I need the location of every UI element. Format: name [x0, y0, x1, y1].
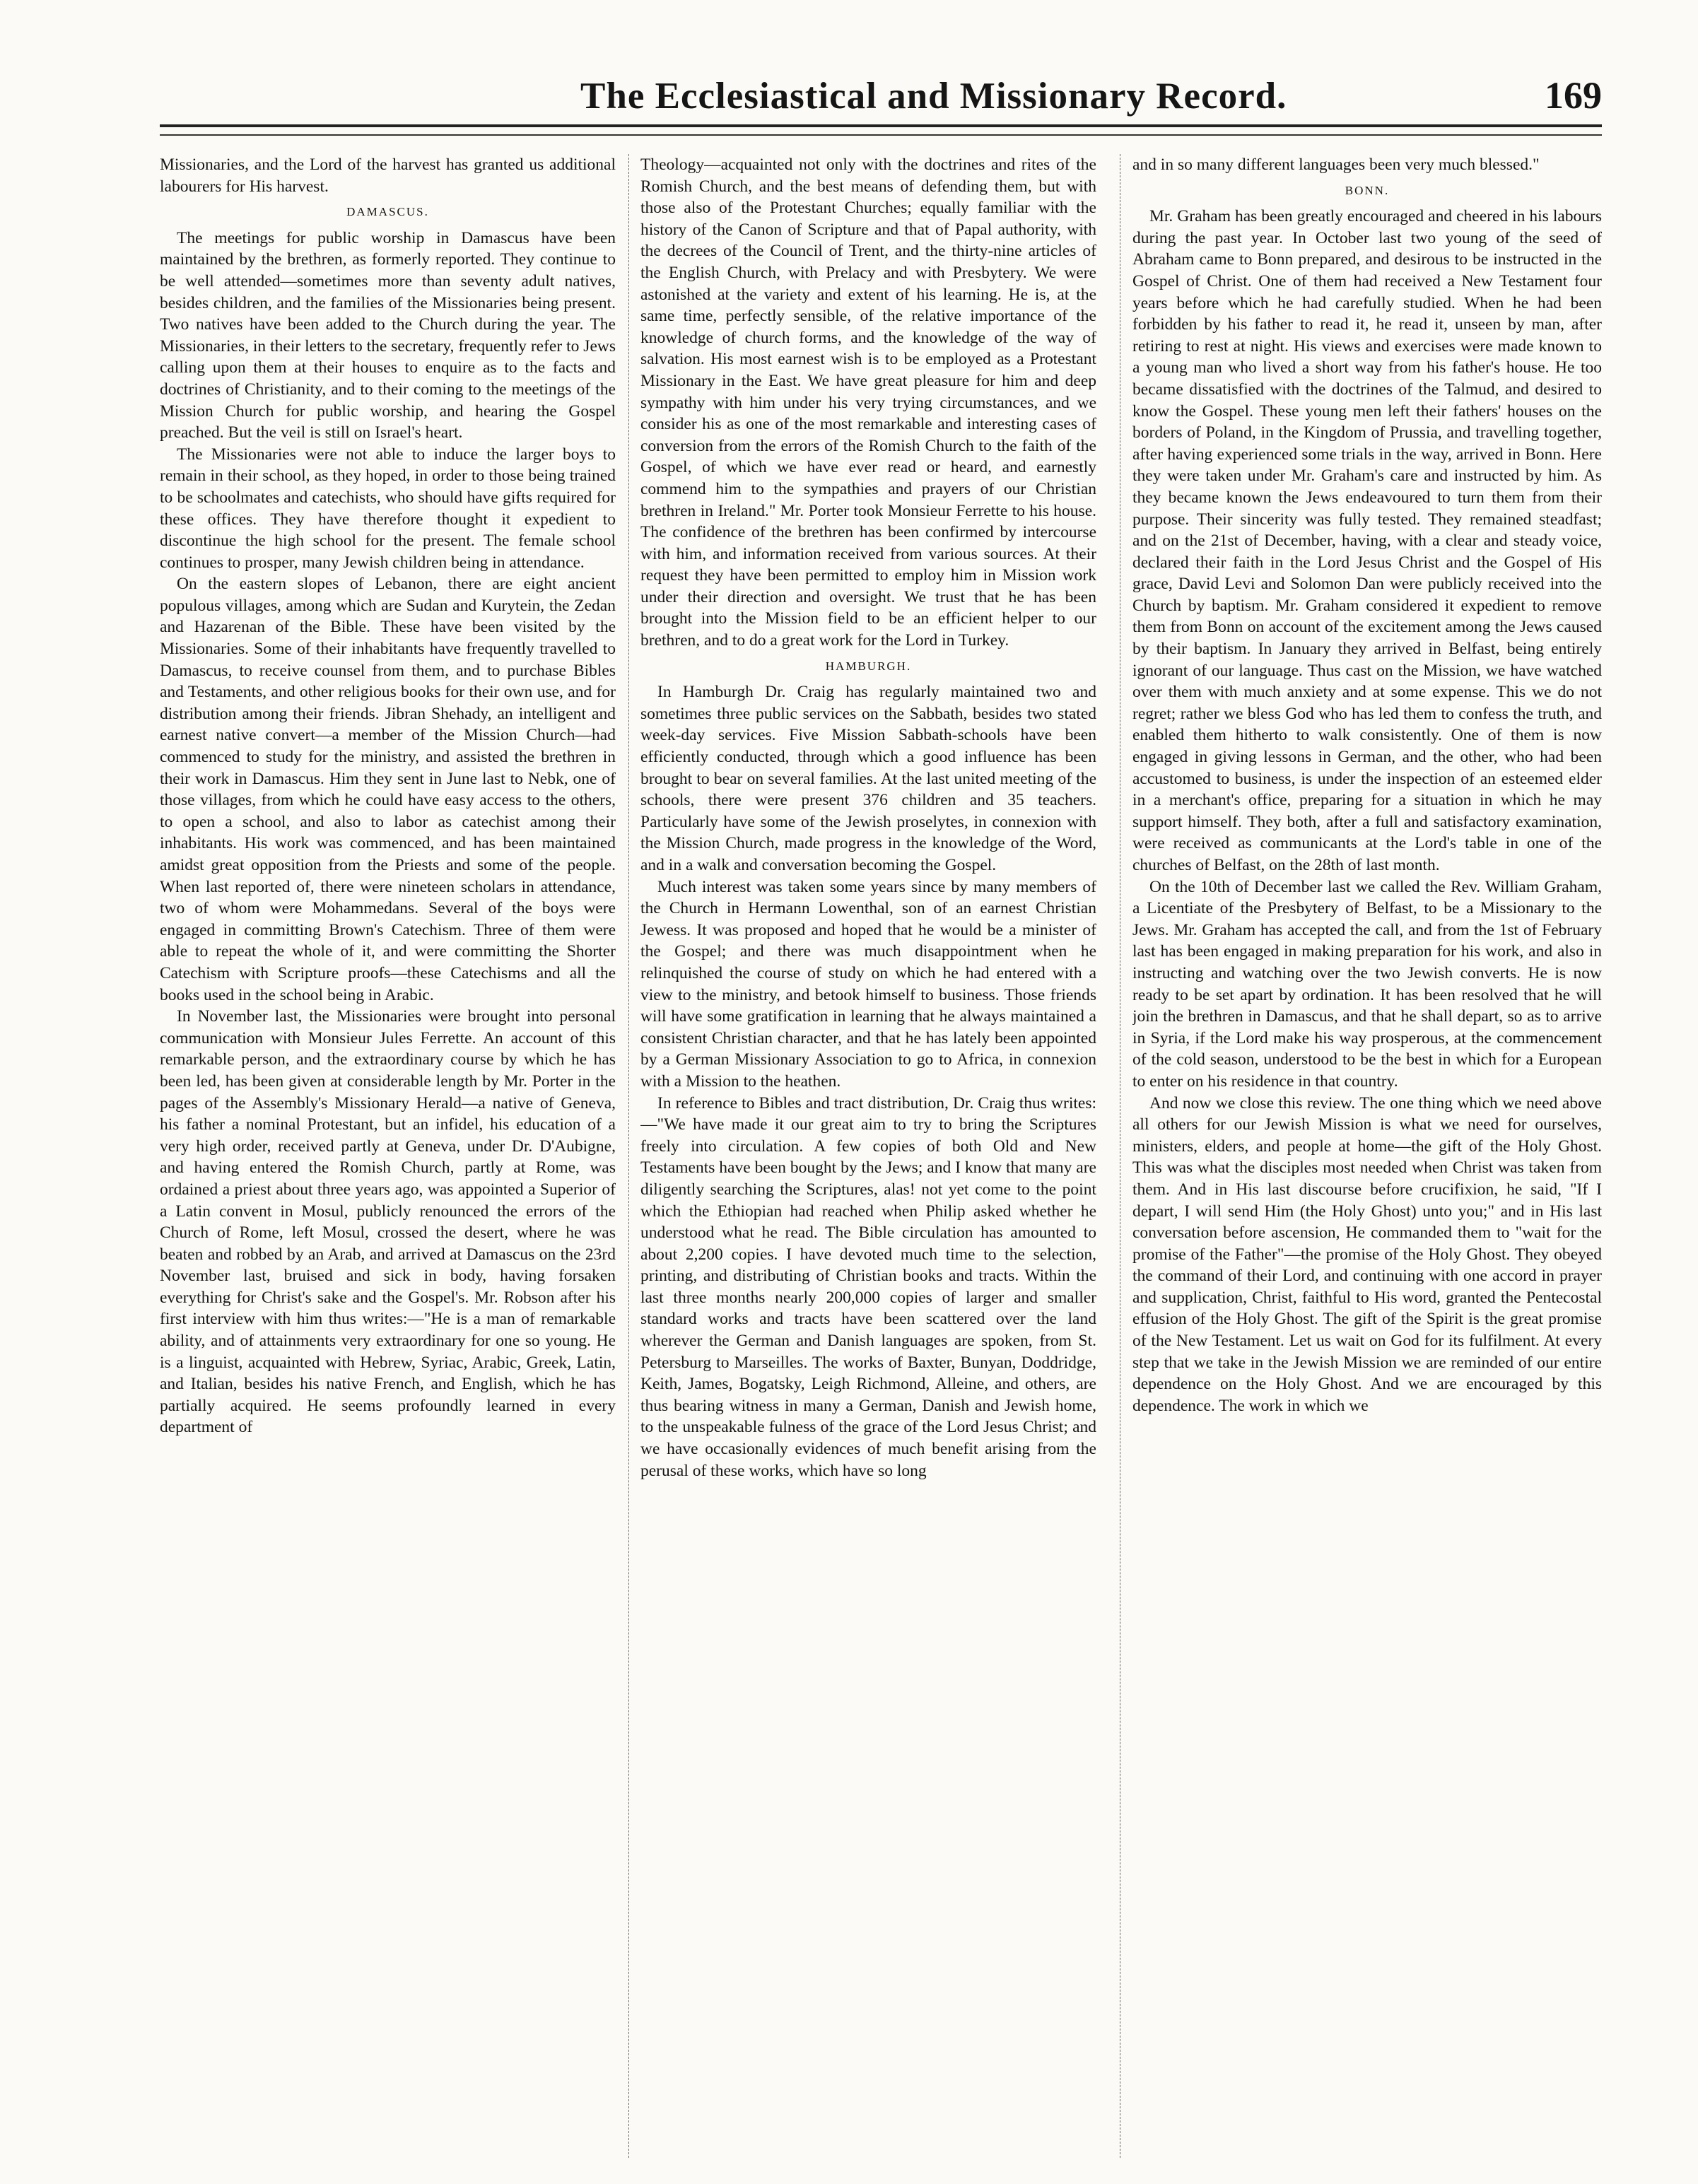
paragraph: In November last, the Missionaries were brought into personal communication with Monsieur Jules Ferrette. An account of this remarkable person, and the extraordinary course by which he has been led, has been given at considerable length by Mr. Porter in the pages of the Assembly's Missionary Herald—a native of Geneva, his father a nominal Protestant, but an infidel, his education of a very high order, received partly at Geneva, under Dr. D'Aubigne, and having entered the Romish Church, partly at Rome, was ordained a priest about three years ago, was appointed a Superior of a Latin convent in Mosul, publicly renounced the errors of the Church of Rome, left Mosul, crossed the desert, where he was beaten and robbed by an Arab, and arrived at Damascus on the 23rd November last, bruised and sick in body, having forsaken everything for Christ's sake and the Gospel's. Mr. Robson after his first interview with him thus writes:—"He is a man of remarkable ability, and of attainments very extraordinary for one so young. He is a linguist, acquainted with Hebrew, Syriac, Arabic, Greek, Latin, and Italian, besides his native French, and English, which he has partially acquired. He seems profoundly learned in every department of — [160, 1007, 616, 1437]
paragraph: Mr. Graham has been greatly encouraged and cheered in his labours during the past year. In October last two young of the seed of Abraham came to Bonn prepared, and desirous to be instructed in the Gospel of Christ. One of them had received a New Testament four years before which he had carefully studied. When he had been forbidden by his father to read it, he read it, unseen by man, after retiring to rest at night. His views and exercises were made known to a young man who lived a short way from his father's house. He too became dissatisfied with the doctrines of the Talmud, and desired to know the Gospel. These young men left their fathers' houses on the borders of Poland, in the Kingdom of Prussia, and travelling together, after having experienced some trials in the way, arrived in Bonn. Here they were taken under Mr. Graham's care and instructed by him. As they became known the Jews endeavoured to turn them from their purpose. Their sincerity was fully tested. They remained steadfast; and on the 21st of December, having, with a clear and steady voice, declared their faith in the Lord Jesus Christ and the Gospel of His grace, David Levi and Solomon Dan were publicly received into the Church by baptism. Mr. Graham considered it expedient to remove them from Bonn on account of the excitement among the Jews caused by their baptism. In January they arrived in Belfast, being entirely ignorant of our language. Thus cast on the Mission, we have watched over them with much anxiety and at some expense. This we do not regret; rather we bless God who has led them to confess the truth, and enabled them hitherto to walk consistently. One of them is now engaged in giving lessons in German, and the other, who had been accustomed to business, is under the inspection of an esteemed elder in a merchant's office, preparing for a situation in which he may support himself. They both, after a full and satisfactory examination, were received as communicants at the Lord's table in one of the churches of Belfast, on the 28th of last month. — [1132, 207, 1602, 874]
paragraph: Missionaries, and the Lord of the harvest has granted us additional labourers for His harvest. — [160, 155, 616, 196]
paragraph: The meetings for public worship in Damascus have been maintained by the brethren, as formerly reported. They continue to be well attended—sometimes more than seventy adult natives, besides children, and the families of the Missionaries being present. Two natives have been added to the Church during the year. The Missionaries, in their letters to the secretary, frequently refer to Jews calling upon them at their houses to enquire as to the facts and doctrines of Christianity, and to their coming to the meetings of the Mission Church for public worship, and hearing the Gospel preached. But the veil is still on Israel's heart. — [160, 228, 616, 442]
paragraph: In Hamburgh Dr. Craig has regularly maintained two and sometimes three public services on the Sabbath, besides two stated week-day services. Five Mission Sabbath-schools have been efficiently conducted, through which a good influence has been brought to bear on several families. At the last united meeting of the schools, there were present 376 children and 35 teachers. Particularly have some of the Jewish proselytes, in connexion with the Mission Church, made progress in the knowledge of the Word, and in a walk and conversation becoming the Gospel. — [640, 683, 1096, 874]
page-number: 169 — [1545, 74, 1602, 117]
section-heading-damascus: DAMASCUS. — [346, 205, 429, 219]
running-header — [160, 68, 1602, 127]
column-3 — [1132, 154, 1602, 2158]
column-2 — [640, 154, 1096, 2158]
column-divider — [628, 154, 629, 2158]
column-1 — [160, 154, 616, 2158]
paragraph: Theology—acquainted not only with the doctrines and rites of the Romish Church, and the best means of defending them, but with those also of the Protestant Churches; equally familiar with the history of the Canon of Scripture and that of Papal authority, with the decrees of the Council of Trent, and the thirty-nine articles of the English Church, with Prelacy and with Presbytery. We were astonished at the variety and extent of his learning. He is, at the same time, perfectly sensible, of the relative importance of the knowledge of church forms, and the knowledge of the way of salvation. His most earnest wish is to be employed as a Protestant Missionary in the East. We have great pleasure for him and deep sympathy with him under his very trying circumstances, and we consider his as one of the most remarkable and interesting cases of conversion from the errors of the Romish Church to the faith of the Gospel, of which we have ever read or heard, and earnestly commend him to the sympathies and prayers of our Christian brethren in Ireland." Mr. Porter took Monsieur Ferrette to his house. The confidence of the brethren has been confirmed by intercourse with him, and information received from various sources. At their request they have been permitted to employ him in Mission work under their direction and oversight. We trust that he has been brought into the Mission field to be an efficient helper to our brethren, and to do a great work for the Lord in Turkey. — [640, 155, 1096, 650]
paragraph: In reference to Bibles and tract distribution, Dr. Craig thus writes:—"We have made it our great aim to try to bring the Scriptures freely into circulation. A few copies of both Old and New Testaments have been bought by the Jews; and I know that many are diligently searching the Scriptures, alas! not yet come to the point which the Ethiopian had reached when Philip asked whether he understood what he read. The Bible circulation has amounted to about 2,200 copies. I have devoted much time to the selection, printing, and distributing of Christian books and tracts. Within the last three months nearly 200,000 copies of larger and smaller standard works and tracts have been scattered over the land wherever the German and Danish languages are spoken, from St. Petersburg to Marseilles. The works of Baxter, Bunyan, Doddridge, Keith, James, Bogatsky, Leigh Richmond, Alleine, and others, are thus bearing witness in many a German, Danish and Jewish home, to the unspeakable fulness of the grace of the Lord Jesus Christ; and we have occasionally evidences of much benefit arising from the perusal of these works, which have so long — [640, 1093, 1096, 1480]
paragraph: And now we close this review. The one thing which we need above all others for our Jewish Mission is what we need for ourselves, ministers, elders, and people at home—the gift of the Holy Ghost. This was what the disciples most needed when Christ was taken from them. And in His last discourse before crucifixion, he said, "If I depart, I will send Him (the Holy Ghost) unto you;" and in His last conversation before ascension, He commanded them to "wait for the promise of the Father"—the promise of the Holy Ghost. They obeyed the command of their Lord, and continuing with one accord in prayer and supplication, Christ, faithful to His word, granted the Pentecostal effusion of the Holy Ghost. The gift of the Spirit is the great promise of the New Testament. Let us wait on God for its fulfilment. At every step that we take in the Jewish Mission we are reminded of our entire dependence on the Holy Ghost. And we are encouraged by this dependence. The work in which we — [1132, 1093, 1602, 1415]
journal-title: The Ecclesiastical and Missionary Record. — [580, 76, 1287, 117]
paragraph: On the 10th of December last we called the Rev. William Graham, a Licentiate of the Presbytery of Belfast, to be a Missionary to the Jews. Mr. Graham has accepted the call, and from the 1st of February last has been engaged in making preparation for his work, and also in instructing and watching over the two Jewish converts. He is now ready to be set apart by ordination. It has been resolved that he will join the brethren in Damascus, and that he shall depart, so as to arrive in Syria, if the Lord make his way prosperous, at the commencement of the cold season, understood to be the best in which for a European to enter on his residence in that country. — [1132, 877, 1602, 1091]
paragraph: and in so many different languages been very much blessed." — [1132, 155, 1540, 174]
paragraph: The Missionaries were not able to induce the larger boys to remain in their school, as they hoped, in order to those being trained to be schoolmates and catechists, who should have gifts required for these offices. They have therefore thought it expedient to discontinue the high school for the present. The female school continues to prosper, many Jewish children being in attendance. — [160, 445, 616, 572]
section-heading-bonn: BONN. — [1345, 183, 1390, 197]
section-heading-hamburgh: HAMBURGH. — [825, 659, 912, 673]
paragraph: On the eastern slopes of Lebanon, there are eight ancient populous villages, among which are Sudan and Kurytein, the Zedan and Hazarenan of the Bible. These have been visited by the Missionaries. Some of their inhabitants have frequently travelled to Damascus, to receive counsel from them, and to purchase Bibles and Testaments, and other religious books for their own use, and for distribution among their friends. Jibran Shehady, an intelligent and earnest native convert—a member of the Mission Church—had commenced to study for the ministry, and assisted the brethren in their work in Damascus. Him they sent in June last to Nebk, one of those villages, from which he could have easy access to the others, to open a school, and also to labor as catechist among their inhabitants. His work was commenced, and has been maintained amidst great opposition from the Priests and some of the people. When last reported of, there were nineteen scholars in attendance, two of whom were Mohammedans. Several of the boys were engaged in committing Brown's Catechism. Three of them were able to repeat the whole of it, and were committing the Shorter Catechism with Scripture proofs—these Catechisms and all the books used in the school being in Arabic. — [160, 575, 616, 1004]
header-rule — [160, 134, 1602, 136]
paragraph: Much interest was taken some years since by many members of the Church in Hermann Lowenthal, son of an earnest Christian Jewess. It was proposed and hoped that he would be a minister of the Gospel; and there was much disappointment when he relinquished the course of study on which he had entered with a view to the ministry, and betook himself to business. Those friends will have some gratification in learning that he always maintained a consistent Christian character, and that he has lately been appointed by a German Missionary Association to go to Africa, in connexion with a Mission to the heathen. — [640, 877, 1096, 1091]
